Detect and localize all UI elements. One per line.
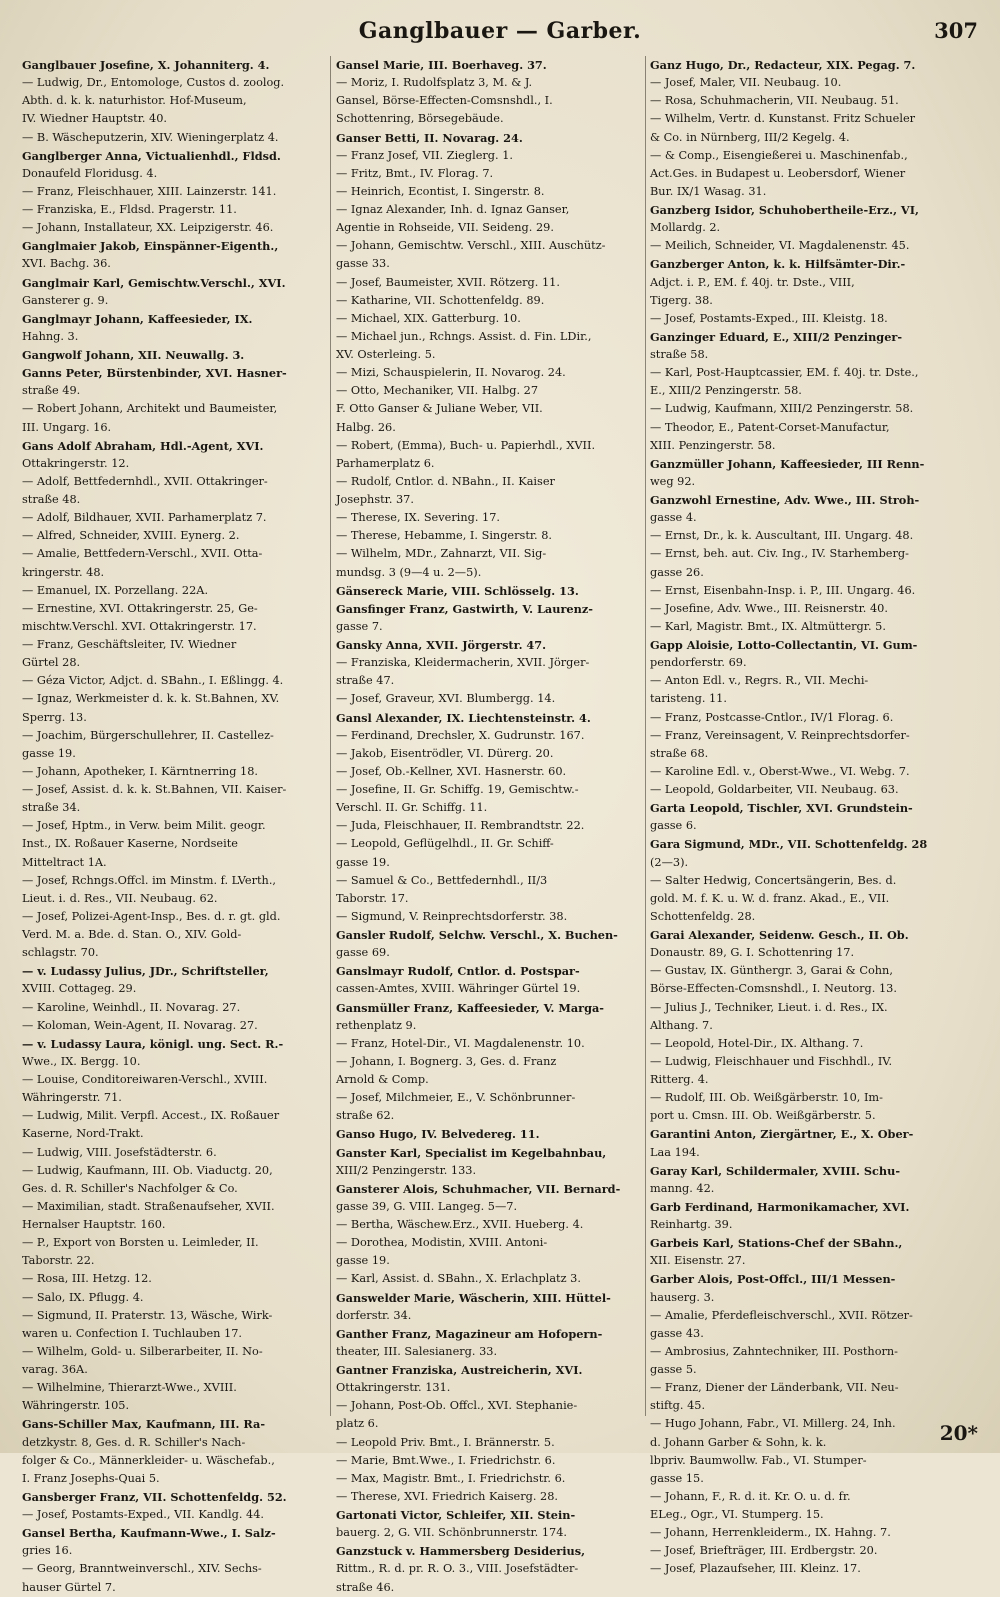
- entry-headword-line: Gansfinger Franz, Gastwirth, V. Laurenz-: [336, 601, 593, 616]
- entry-line: straße 62.: [336, 1109, 395, 1123]
- entry-line: — Dorothea, Modistin, XVIII. Antoni-: [336, 1236, 548, 1250]
- entry-line: theater, III. Salesianerg. 33.: [336, 1344, 498, 1358]
- entry-headword-line: Gansl Alexander, IX. Liechtensteinstr. 4.: [336, 710, 591, 725]
- entry-line: Josephstr. 37.: [336, 493, 414, 506]
- column-middle: [336, 56, 642, 1594]
- entry-line: XIII. Penzingerstr. 58.: [650, 438, 776, 452]
- entry-line: gasse 39, G. VIII. Langeg. 5—7.: [336, 1199, 518, 1213]
- entry-line: — Katharine, VII. Schottenfeldg. 89.: [336, 293, 545, 307]
- entry-headword-line: Ganster Karl, Specialist im Kegelbahnbau,: [336, 1145, 607, 1160]
- entry-line: Bur. IX/1 Wasag. 31.: [650, 184, 767, 198]
- entry-line: gasse 33.: [336, 257, 390, 271]
- entry-line: — B. Wäscheputzerin, XIV. Wieningerplatz 4.: [22, 130, 279, 144]
- entry-line: Act.Ges. in Budapest u. Leobersdorf, Wiener: [650, 166, 906, 180]
- entry-line: — Marie, Bmt.Wwe., I. Friedrichstr. 6.: [336, 1453, 556, 1467]
- entry-line: — Johann, Apotheker, I. Kärntnerring 18.: [22, 764, 258, 778]
- entry-line: Schottenring, Börsegebäude.: [336, 112, 504, 126]
- entry-line: straße 49.: [22, 384, 81, 398]
- entry-line: Reinhartg. 39.: [650, 1218, 733, 1231]
- entry-line: Währingerstr. 105.: [22, 1399, 130, 1413]
- entry-line: — Hugo Johann, Fabr., VI. Millerg. 24, Inh.: [650, 1417, 896, 1431]
- entry-line: gasse 19.: [336, 1254, 390, 1268]
- entry-line: Hahng. 3.: [22, 329, 79, 343]
- entry-line: — Wilhelm, Gold- u. Silberarbeiter, II. No-: [22, 1344, 263, 1358]
- entry-line: — Josefine, II. Gr. Schiffg. 19, Gemischtw.-: [336, 783, 579, 796]
- entry-line: Agentie in Rohseide, VII. Seideng. 29.: [336, 221, 554, 235]
- entry-line: — Josefine, Adv. Wwe., III. Reisnerstr. 40.: [650, 601, 888, 615]
- page-title: Ganglbauer — Garber.: [358, 18, 642, 44]
- entry-line: — Johann, F., R. d. it. Kr. O. u. d. fr.: [650, 1489, 851, 1503]
- entry-line: manng. 42.: [650, 1181, 715, 1195]
- entry-line: Gürtel 28.: [22, 656, 81, 670]
- entry-line: — Ernst, Eisenbahn-Insp. i. P., III. Ungarg. 46.: [650, 583, 916, 597]
- entry-line: — Juda, Fleischhauer, II. Rembrandtstr. 22.: [336, 819, 585, 833]
- entry-line: Abth. d. k. k. naturhistor. Hof-Museum,: [22, 94, 247, 108]
- entry-headword-line: Ganglbauer Josefine, X. Johanniterg. 4.: [22, 58, 270, 72]
- entry-line: gasse 6.: [650, 819, 697, 833]
- entry-line: Verd. M. a. Bde. d. Stan. O., XIV. Gold-: [22, 928, 242, 941]
- entry-line: — Samuel & Co., Bettfedernhdl., II/3: [336, 873, 548, 887]
- entry-line: straße 68.: [650, 746, 709, 760]
- entry-line: — Anton Edl. v., Regrs. R., VII. Mechi-: [650, 674, 869, 688]
- entry-line: gasse 19.: [336, 855, 390, 869]
- entry-line: stiftg. 45.: [650, 1399, 706, 1413]
- entry-line: kringerstr. 48.: [22, 565, 105, 579]
- entry-line: gasse 7.: [336, 619, 383, 633]
- entry-line: — Johann, Gemischtw. Verschl., XIII. Auschütz-: [336, 239, 606, 253]
- entry-line: — Josef, Plazaufseher, III. Kleinz. 17.: [650, 1562, 861, 1576]
- entry-headword-line: Gantner Franziska, Austreicherin, XVI.: [336, 1363, 583, 1377]
- entry-line: — Ernestine, XVI. Ottakringerstr. 25, Ge-: [22, 601, 258, 615]
- entry-line: — Franz, Geschäftsleiter, IV. Wiedner: [22, 638, 237, 651]
- entry-line: — Johann, Herrenkleiderm., IX. Hahng. 7.: [650, 1526, 891, 1540]
- entry-headword-line: Ganser Betti, II. Novarag. 24.: [336, 130, 523, 145]
- entry-line: — Josef, Briefträger, III. Erdbergstr. 20.: [650, 1544, 878, 1558]
- entry-line: XVIII. Cottageg. 29.: [22, 982, 137, 996]
- entry-line: — Ludwig, Dr., Entomologe, Custos d. zoolog.: [22, 76, 285, 90]
- entry-headword-line: Gansel Bertha, Kaufmann-Wwe., I. Salz-: [22, 1526, 276, 1541]
- entry-line: straße 34.: [22, 801, 81, 815]
- entry-line: Mollardg. 2.: [650, 221, 721, 235]
- entry-line: Tigerg. 38.: [650, 293, 713, 307]
- entry-line: Ritterg. 4.: [650, 1073, 709, 1086]
- entry-line: — Josef, Postamts-Exped., VII. Kandlg. 44.: [22, 1508, 265, 1521]
- entry-headword-line: Gapp Aloisie, Lotto-Collectantin, VI. Gum-: [650, 638, 918, 652]
- entry-headword-line: Gartonati Victor, Schleifer, XII. Stein-: [336, 1508, 576, 1522]
- entry-line: — Robert Johann, Architekt und Baumeister,: [22, 402, 278, 416]
- entry-line: — Karoline Edl. v., Oberst-Wwe., VI. Webg. 7.: [650, 764, 910, 778]
- entry-line: — Karl, Magistr. Bmt., IX. Altmüttergr. 5.: [650, 619, 886, 633]
- entry-line: — Koloman, Wein-Agent, II. Novarag. 27.: [22, 1018, 258, 1032]
- entry-line: — Salo, IX. Pflugg. 4.: [22, 1290, 144, 1304]
- entry-headword-line: Garber Alois, Post-Offcl., III/1 Messen-: [650, 1272, 896, 1287]
- entry-line: d. Johann Garber & Sohn, k. k.: [650, 1435, 827, 1449]
- entry-line: F. Otto Ganser & Juliane Weber, VII.: [336, 402, 543, 416]
- entry-line: — Salter Hedwig, Concertsängerin, Bes. d.: [650, 873, 897, 887]
- entry-line: — Wilhelm, Vertr. d. Kunstanst. Fritz Schueler: [650, 112, 916, 126]
- entry-line: gries 16.: [22, 1544, 73, 1558]
- entry-line: — Leopold Priv. Bmt., I. Brännerstr. 5.: [336, 1435, 555, 1449]
- column-divider: [330, 56, 331, 1416]
- entry-line: — Josef, Maler, VII. Neubaug. 10.: [650, 76, 842, 90]
- entry-line: gasse 19.: [22, 746, 76, 760]
- entry-headword-line: Gansel Marie, III. Boerhaveg. 37.: [336, 58, 547, 72]
- entry-line: gasse 69.: [336, 946, 390, 960]
- entry-line: — Amalie, Pferdefleischverschl., XVII. Rötzer-: [650, 1308, 913, 1322]
- entry-line: gold. M. f. K. u. W. d. franz. Akad., E., VII.: [650, 891, 890, 905]
- entry-line: — Joachim, Bürgerschullehrer, II. Castellez-: [22, 728, 274, 742]
- signature-mark: 20*: [939, 1421, 978, 1445]
- entry-headword-line: Ganso Hugo, IV. Belvedereg. 11.: [336, 1127, 540, 1142]
- entry-line: Gansterer g. 9.: [22, 293, 109, 307]
- entry-headword-line: Ganzberger Anton, k. k. Hilfsämter-Dir.-: [650, 257, 906, 272]
- entry-headword-line: Gansmüller Franz, Kaffeesieder, V. Marga-: [336, 1000, 604, 1015]
- entry-line: cassen-Amtes, XVIII. Währinger Gürtel 19.: [336, 982, 581, 996]
- column-divider: [645, 56, 646, 1416]
- entry-line: — Karoline, Weinhdl., II. Novarag. 27.: [22, 1000, 241, 1014]
- entry-line: lbpriv. Baumwollw. Fab., VI. Stumper-: [650, 1453, 867, 1467]
- entry-line: — Wilhelm, MDr., Zahnarzt, VII. Sig-: [336, 547, 547, 561]
- entry-line: — Heinrich, Econtist, I. Singerstr. 8.: [336, 184, 545, 198]
- entry-line: Währingerstr. 71.: [22, 1091, 122, 1105]
- entry-line: — Moriz, I. Rudolfsplatz 3, M. & J.: [336, 76, 533, 90]
- entry-headword-line: Gangwolf Johann, XII. Neuwallg. 3.: [22, 348, 245, 362]
- entry-line: Inst., IX. Roßauer Kaserne, Nordseite: [22, 837, 238, 851]
- entry-line: — Maximilian, stadt. Straßenaufseher, XVII.: [22, 1199, 275, 1213]
- entry-line: — Franz, Fleischhauer, XIII. Lainzerstr. 141.: [22, 184, 277, 198]
- entry-line: — Franziska, E., Fldsd. Pragerstr. 11.: [22, 203, 237, 216]
- entry-headword-line: Ganzmüller Johann, Kaffeesieder, III Renn-: [650, 456, 925, 471]
- entry-line: — Rosa, III. Hetzg. 12.: [22, 1272, 152, 1286]
- entry-line: — Gustav, IX. Günthergr. 3, Garai & Cohn,: [650, 964, 893, 978]
- entry-line: Adjct. i. P., EM. f. 40j. tr. Dste., VIII,: [650, 275, 855, 289]
- entry-line: Parhamerplatz 6.: [336, 456, 435, 470]
- entry-line: Althang. 7.: [650, 1018, 713, 1032]
- entry-line: — Franz, Postcasse-Cntlor., IV/1 Florag. 6.: [650, 710, 894, 724]
- entry-line: rethenplatz 9.: [336, 1018, 417, 1032]
- entry-line: — Ludwig, VIII. Josefstädterstr. 6.: [22, 1145, 217, 1159]
- entry-line: Kaserne, Nord-Trakt.: [22, 1127, 144, 1141]
- entry-line: — Sigmund, II. Praterstr. 13, Wäsche, Wirk-: [22, 1308, 273, 1322]
- entry-line: — Josef, Baumeister, XVII. Rötzerg. 11.: [336, 275, 560, 289]
- entry-headword-line: — v. Ludassy Laura, königl. ung. Sect. R.-: [22, 1036, 284, 1051]
- entry-headword-line: Ganzinger Eduard, E., XIII/2 Penzinger-: [650, 329, 903, 344]
- entry-line: pendorferstr. 69.: [650, 656, 747, 670]
- entry-line: — Ernst, Dr., k. k. Auscultant, III. Ungarg. 48.: [650, 529, 914, 543]
- entry-line: I. Franz Josephs-Quai 5.: [22, 1471, 160, 1485]
- entry-line: mischtw.Verschl. XVI. Ottakringerstr. 17.: [22, 619, 257, 633]
- entry-line: Halbg. 26.: [336, 420, 396, 434]
- entry-headword-line: Ganslmayr Rudolf, Cntlor. d. Postspar-: [336, 964, 580, 979]
- entry-line: taristeng. 11.: [650, 692, 727, 706]
- entry-line: Laa 194.: [650, 1145, 700, 1159]
- entry-line: hauser Gürtel 7.: [22, 1580, 116, 1594]
- entry-headword-line: Garay Karl, Schildermaler, XVIII. Schu-: [650, 1163, 901, 1178]
- entry-line: port u. Cmsn. III. Ob. Weißgärberstr. 5.: [650, 1109, 876, 1123]
- entry-line: — Ludwig, Fleischhauer und Fischhdl., IV.: [650, 1054, 893, 1068]
- entry-headword-line: Ganzberg Isidor, Schuhobertheile-Erz., VI,: [650, 203, 919, 217]
- entry-line: — Franz, Diener der Länderbank, VII. Neu-: [650, 1381, 899, 1395]
- entry-line: Wwe., IX. Bergg. 10.: [22, 1054, 141, 1068]
- entry-line: folger & Co., Männerkleider- u. Wäschefab.,: [22, 1453, 275, 1467]
- entry-line: (2—3).: [650, 855, 689, 869]
- entry-line: Sperrg. 13.: [22, 710, 87, 724]
- entry-headword-line: Gansterer Alois, Schuhmacher, VII. Bernard-: [336, 1181, 621, 1196]
- entry-line: Börse-Effecten-Comsnshdl., I. Neutorg. 13.: [650, 982, 897, 996]
- entry-line: — Theodor, E., Patent-Corset-Manufactur,: [650, 420, 890, 434]
- entry-line: — Josef, Polizei-Agent-Insp., Bes. d. r. gt. gld.: [22, 909, 281, 923]
- entry-line: — Josef, Ob.-Kellner, XVI. Hasnerstr. 60.: [336, 764, 567, 778]
- entry-line: Arnold & Comp.: [336, 1073, 429, 1086]
- entry-line: — Josef, Rchngs.Offcl. im Minstm. f. LVerth.,: [22, 873, 277, 887]
- entry-line: straße 47.: [336, 674, 395, 688]
- entry-line: — Karl, Assist. d. SBahn., X. Erlachplatz 3.: [336, 1272, 581, 1286]
- entry-headword-line: Ganglmaier Jakob, Einspänner-Eigenth.,: [22, 239, 279, 254]
- entry-line: — Meilich, Schneider, VI. Magdalenenstr. 45.: [650, 239, 910, 253]
- entry-line: — Johann, Installateur, XX. Leipzigerstr. 46.: [22, 221, 274, 235]
- column-right: [650, 56, 980, 1576]
- entry-line: — Josef, Assist. d. k. k. St.Bahnen, VII. Kaiser-: [22, 783, 287, 796]
- entry-line: — Rudolf, Cntlor. d. NBahn., II. Kaiser: [336, 474, 555, 488]
- entry-line: — Rosa, Schuhmacherin, VII. Neubaug. 51.: [650, 94, 899, 108]
- entry-line: mundsg. 3 (9—4 u. 2—5).: [336, 565, 482, 579]
- entry-line: — Therese, Hebamme, I. Singerstr. 8.: [336, 529, 552, 543]
- entry-line: straße 46.: [336, 1580, 395, 1594]
- entry-line: Hernalser Hauptstr. 160.: [22, 1218, 166, 1231]
- entry-headword-line: Ganglmair Karl, Gemischtw.Verschl., XVI.: [22, 275, 286, 290]
- column-left: [22, 56, 327, 1594]
- entry-line: — Therese, IX. Severing. 17.: [336, 511, 500, 525]
- entry-line: XVI. Bachg. 36.: [22, 257, 111, 271]
- entry-line: — Otto, Mechaniker, VII. Halbg. 27: [336, 384, 539, 398]
- entry-line: — Ambrosius, Zahntechniker, III. Posthorn-: [650, 1344, 899, 1358]
- entry-line: platz 6.: [336, 1417, 379, 1431]
- entry-headword-line: Ganglberger Anna, Victualienhdl., Fldsd.: [22, 148, 281, 163]
- entry-headword-line: Gans-Schiller Max, Kaufmann, III. Ra-: [22, 1417, 266, 1432]
- entry-line: — Franz Josef, VII. Zieglerg. 1.: [336, 148, 513, 162]
- entry-headword-line: Ganswelder Marie, Wäscherin, XIII. Hüttel-: [336, 1290, 611, 1305]
- entry-line: — Alfred, Schneider, XVIII. Eynerg. 2.: [22, 529, 240, 543]
- entry-line: gasse 5.: [650, 1363, 697, 1376]
- entry-line: — Géza Victor, Adjct. d. SBahn., I. Eßlingg. 4.: [22, 674, 284, 688]
- entry-headword-line: Gans Adolf Abraham, Hdl.-Agent, XVI.: [22, 438, 264, 453]
- entry-headword-line: Ganns Peter, Bürstenbinder, XVI. Hasner-: [22, 366, 287, 381]
- entry-line: — Sigmund, V. Reinprechtsdorferstr. 38.: [336, 909, 568, 923]
- entry-headword-line: Garai Alexander, Seidenw. Gesch., II. Ob.: [650, 928, 909, 942]
- entry-line: — Amalie, Bettfedern-Verschl., XVII. Otta-: [22, 547, 263, 561]
- entry-headword-line: Garta Leopold, Tischler, XVI. Grundstein-: [650, 801, 913, 816]
- entry-line: straße 48.: [22, 493, 81, 506]
- entry-line: — Ignaz, Werkmeister d. k. k. St.Bahnen, XV.: [22, 692, 280, 706]
- entry-line: — Josef, Milchmeier, E., V. Schönbrunner-: [336, 1091, 576, 1105]
- entry-line: — Ferdinand, Drechsler, X. Gudrunstr. 167.: [336, 728, 585, 742]
- entry-headword-line: Ganzstuck v. Hammersberg Desiderius,: [336, 1544, 586, 1559]
- entry-line: Lieut. i. d. Res., VII. Neubaug. 62.: [22, 891, 218, 905]
- entry-line: Taborstr. 17.: [336, 891, 409, 905]
- entry-line: & Co. in Nürnberg, III/2 Kegelg. 4.: [650, 130, 850, 144]
- entry-headword-line: Gansberger Franz, VII. Schottenfeldg. 52.: [22, 1489, 287, 1504]
- entry-line: dorferstr. 34.: [336, 1308, 412, 1322]
- entry-line: E., XIII/2 Penzingerstr. 58.: [650, 384, 802, 398]
- entry-line: — Karl, Post-Hauptcassier, EM. f. 40j. tr. Dste.,: [650, 366, 919, 380]
- entry-line: — Bertha, Wäschew.Erz., XVII. Hueberg. 4.: [336, 1218, 584, 1231]
- entry-line: Schottenfeldg. 28.: [650, 909, 756, 923]
- page-number: 307: [934, 18, 978, 43]
- entry-line: — Franz, Hotel-Dir., VI. Magdalenenstr. 10.: [336, 1036, 585, 1050]
- entry-line: — Josef, Graveur, XVI. Blumbergg. 14.: [336, 692, 556, 706]
- entry-line: straße 58.: [650, 348, 709, 361]
- entry-line: bauerg. 2, G. VII. Schönbrunnerstr. 174.: [336, 1526, 567, 1540]
- entry-line: — Johann, I. Bognerg. 3, Ges. d. Franz: [336, 1054, 557, 1068]
- entry-line: Ottakringerstr. 131.: [336, 1381, 451, 1395]
- entry-headword-line: Gansky Anna, XVII. Jörgerstr. 47.: [336, 638, 547, 652]
- entry-line: weg 92.: [650, 474, 696, 488]
- entry-line: — Franz, Vereinsagent, V. Reinprechtsdorfer-: [650, 728, 910, 742]
- entry-headword-line: Ganglmayr Johann, Kaffeesieder, IX.: [22, 311, 253, 326]
- entry-line: Ottakringerstr. 12.: [22, 456, 130, 470]
- entry-headword-line: Gara Sigmund, MDr., VII. Schottenfeldg. 28: [650, 837, 928, 852]
- entry-line: — Michael, XIX. Gatterburg. 10.: [336, 311, 521, 325]
- entry-line: Donaustr. 89, G. I. Schottenring 17.: [650, 946, 855, 960]
- entry-line: — Fritz, Bmt., IV. Florag. 7.: [336, 166, 494, 180]
- entry-line: — Josef, Hptm., in Verw. beim Milit. geogr.: [22, 819, 266, 833]
- entry-line: gasse 15.: [650, 1471, 704, 1485]
- entry-line: XII. Eisenstr. 27.: [650, 1254, 746, 1268]
- entry-line: gasse 26.: [650, 565, 704, 579]
- entry-headword-line: Ganzwohl Ernestine, Adv. Wwe., III. Stroh-: [650, 493, 920, 507]
- entry-line: — Franziska, Kleidermacherin, XVII. Jörger-: [336, 656, 590, 670]
- entry-line: — Ludwig, Milit. Verpfl. Accest., IX. Roßauer: [22, 1109, 280, 1123]
- page-header: [0, 16, 1000, 52]
- entry-line: — Rudolf, III. Ob. Weißgärberstr. 10, Im-: [650, 1091, 883, 1105]
- entry-line: Verschl. II. Gr. Schiffg. 11.: [336, 801, 488, 815]
- entry-line: — Ludwig, Kaufmann, III. Ob. Viaductg. 20,: [22, 1163, 273, 1177]
- entry-headword-line: Garb Ferdinand, Harmonikamacher, XVI.: [650, 1199, 910, 1214]
- entry-line: Ges. d. R. Schiller's Nachfolger & Co.: [22, 1181, 238, 1195]
- entry-line: XIII/2 Penzingerstr. 133.: [336, 1163, 477, 1177]
- entry-line: — Robert, (Emma), Buch- u. Papierhdl., XVII.: [336, 438, 596, 452]
- entry-line: — Julius J., Techniker, Lieut. i. d. Res., IX.: [650, 1000, 888, 1014]
- entry-line: — Ludwig, Kaufmann, XIII/2 Penzingerstr. 58.: [650, 402, 914, 416]
- entry-line: — Josef, Postamts-Exped., III. Kleistg. 18.: [650, 311, 888, 325]
- entry-line: — Adolf, Bettfedernhdl., XVII. Ottakringer-: [22, 474, 268, 488]
- entry-line: Rittm., R. d. pr. R. O. 3., VIII. Josefstädter-: [336, 1562, 579, 1576]
- entry-line: gasse 43.: [650, 1326, 704, 1340]
- entry-headword-line: Garbeis Karl, Stations-Chef der SBahn.,: [650, 1236, 903, 1251]
- entry-line: III. Ungarg. 16.: [22, 420, 112, 434]
- entry-line: — Leopold, Geflügelhdl., II. Gr. Schiff-: [336, 837, 554, 851]
- entry-line: Gansel, Börse-Effecten-Comsnshdl., I.: [336, 94, 553, 108]
- entry-line: — & Comp., Eisengießerei u. Maschinenfab.,: [650, 148, 908, 162]
- entry-line: XV. Osterleing. 5.: [336, 348, 436, 361]
- entry-line: — Adolf, Bildhauer, XVII. Parhamerplatz 7.: [22, 511, 267, 525]
- entry-line: hauserg. 3.: [650, 1290, 715, 1304]
- entry-line: — Max, Magistr. Bmt., I. Friedrichstr. 6.: [336, 1471, 566, 1485]
- entry-line: IV. Wiedner Hauptstr. 40.: [22, 112, 167, 126]
- entry-line: — Michael jun., Rchngs. Assist. d. Fin. LDir.,: [336, 329, 592, 343]
- entry-line: Donaufeld Floridusg. 4.: [22, 166, 158, 180]
- entry-line: Mitteltract 1A.: [22, 855, 107, 869]
- entry-line: — Georg, Branntweinverschl., XIV. Sechs-: [22, 1562, 262, 1576]
- entry-line: — Jakob, Eisentrödler, VI. Dürerg. 20.: [336, 746, 554, 760]
- entry-line: — Johann, Post-Ob. Offcl., XVI. Stephanie-: [336, 1399, 578, 1413]
- entry-line: — Therese, XVI. Friedrich Kaiserg. 28.: [336, 1489, 559, 1503]
- entry-line: — Louise, Conditoreiwaren-Verschl., XVIII.: [22, 1073, 268, 1086]
- entry-line: — P., Export von Borsten u. Leimleder, II.: [22, 1236, 259, 1250]
- entry-line: — Mizi, Schauspielerin, II. Novarog. 24.: [336, 366, 566, 380]
- entry-line: — Ernst, beh. aut. Civ. Ing., IV. Starhemberg-: [650, 547, 909, 561]
- entry-line: ELeg., Ogr., VI. Stumperg. 15.: [650, 1508, 824, 1521]
- entry-headword-line: — v. Ludassy Julius, JDr., Schriftsteller,: [22, 964, 269, 979]
- entry-line: — Emanuel, IX. Porzellang. 22A.: [22, 583, 209, 597]
- entry-line: — Leopold, Goldarbeiter, VII. Neubaug. 63.: [650, 783, 899, 796]
- entry-headword-line: Ganz Hugo, Dr., Redacteur, XIX. Pegag. 7.: [650, 58, 916, 72]
- entry-headword-line: Ganther Franz, Magazineur am Hofopern-: [336, 1326, 603, 1341]
- entry-headword-line: Garantini Anton, Ziergärtner, E., X. Ober-: [650, 1127, 914, 1142]
- entry-line: — Leopold, Hotel-Dir., IX. Althang. 7.: [650, 1036, 864, 1050]
- entry-line: — Wilhelmine, Thierarzt-Wwe., XVIII.: [22, 1381, 237, 1395]
- entry-headword-line: Gänsereck Marie, VIII. Schlösselg. 13.: [336, 583, 579, 598]
- entry-line: — Ignaz Alexander, Inh. d. Ignaz Ganser,: [336, 203, 570, 216]
- entry-line: schlagstr. 70.: [22, 946, 99, 960]
- entry-line: waren u. Confection I. Tuchlauben 17.: [22, 1326, 242, 1340]
- entry-line: Taborstr. 22.: [22, 1254, 95, 1268]
- entry-line: varag. 36A.: [22, 1363, 88, 1376]
- entry-line: gasse 4.: [650, 511, 697, 525]
- entry-line: detzkystr. 8, Ges. d. R. Schiller's Nach-: [22, 1435, 246, 1449]
- entry-headword-line: Gansler Rudolf, Selchw. Verschl., X. Buchen-: [336, 928, 618, 942]
